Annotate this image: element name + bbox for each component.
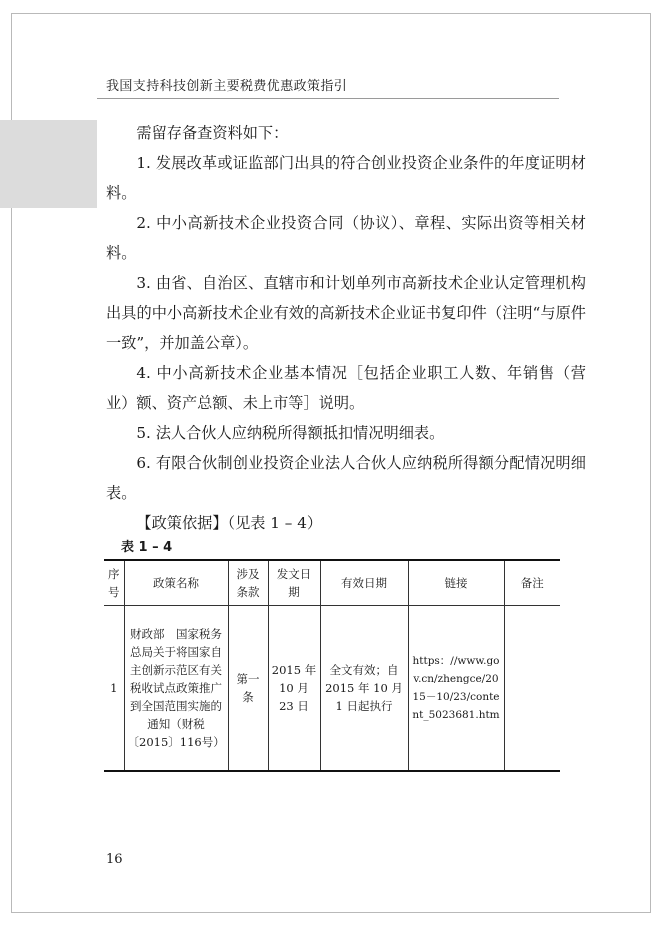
cell-validity: 全文有效；自 2015 年 10 月 1 日起执行 xyxy=(320,606,408,772)
running-header: 我国支持科技创新主要税费优惠政策指引 xyxy=(106,79,348,94)
cell-policy-name: 财政部 国家税务总局关于将国家自主创新示范区有关税收试点政策推广到全国范围实施的通知（财税〔2015〕116号） xyxy=(124,606,228,772)
col-header-link: 链接 xyxy=(408,560,504,606)
col-header-date: 发文日期 xyxy=(268,560,320,606)
table-title: 表 1 – 4 xyxy=(121,540,173,555)
table-row xyxy=(104,606,560,772)
intro-paragraph: 需留存备查资料如下： xyxy=(136,124,289,142)
col-header-validity: 有效日期 xyxy=(320,560,408,606)
cell-link[interactable]: https：//www.gov.cn/zhengce/2015－10/23/content_5023681.htm xyxy=(408,606,504,772)
col-header-name: 政策名称 xyxy=(124,560,228,606)
list-item: 5. 法人合伙人应纳税所得额抵扣情况明细表。 xyxy=(136,424,445,442)
list-item: 4. 中小高新技术企业基本情况［包括企业职工人数、年销售（营业）额、资产总额、未上市等］说明。 xyxy=(106,364,586,412)
list-item: 6. 有限合伙制创业投资企业法人合伙人应纳税所得额分配情况明细表。 xyxy=(106,454,586,502)
body-text xyxy=(106,118,586,538)
cell-date: 2015 年 10 月 23 日 xyxy=(268,606,320,772)
header-rule xyxy=(97,98,559,99)
page-number: 16 xyxy=(106,852,123,867)
list-item: 2. 中小高新技术企业投资合同（协议）、章程、实际出资等相关材料。 xyxy=(106,214,586,262)
policy-basis-paragraph: 【政策依据】（见表 1 – 4） xyxy=(136,514,323,532)
col-header-note: 备注 xyxy=(504,560,560,606)
cell-clause: 第一条 xyxy=(228,606,268,772)
col-header-seq: 序号 xyxy=(104,560,124,606)
list-item: 1. 发展改革或证监部门出具的符合创业投资企业条件的年度证明材料。 xyxy=(106,154,586,202)
cell-seq: 1 xyxy=(104,606,124,772)
col-header-clause: 涉及条款 xyxy=(228,560,268,606)
section-tab-marker xyxy=(0,120,97,208)
table-header-row xyxy=(104,560,560,606)
cell-note xyxy=(504,606,560,772)
policy-table xyxy=(104,559,560,772)
list-item: 3. 由省、自治区、直辖市和计划单列市高新技术企业认定管理机构出具的中小高新技术企业有效的高新技术企业证书复印件（注明“与原件一致”，并加盖公章）。 xyxy=(106,274,586,352)
